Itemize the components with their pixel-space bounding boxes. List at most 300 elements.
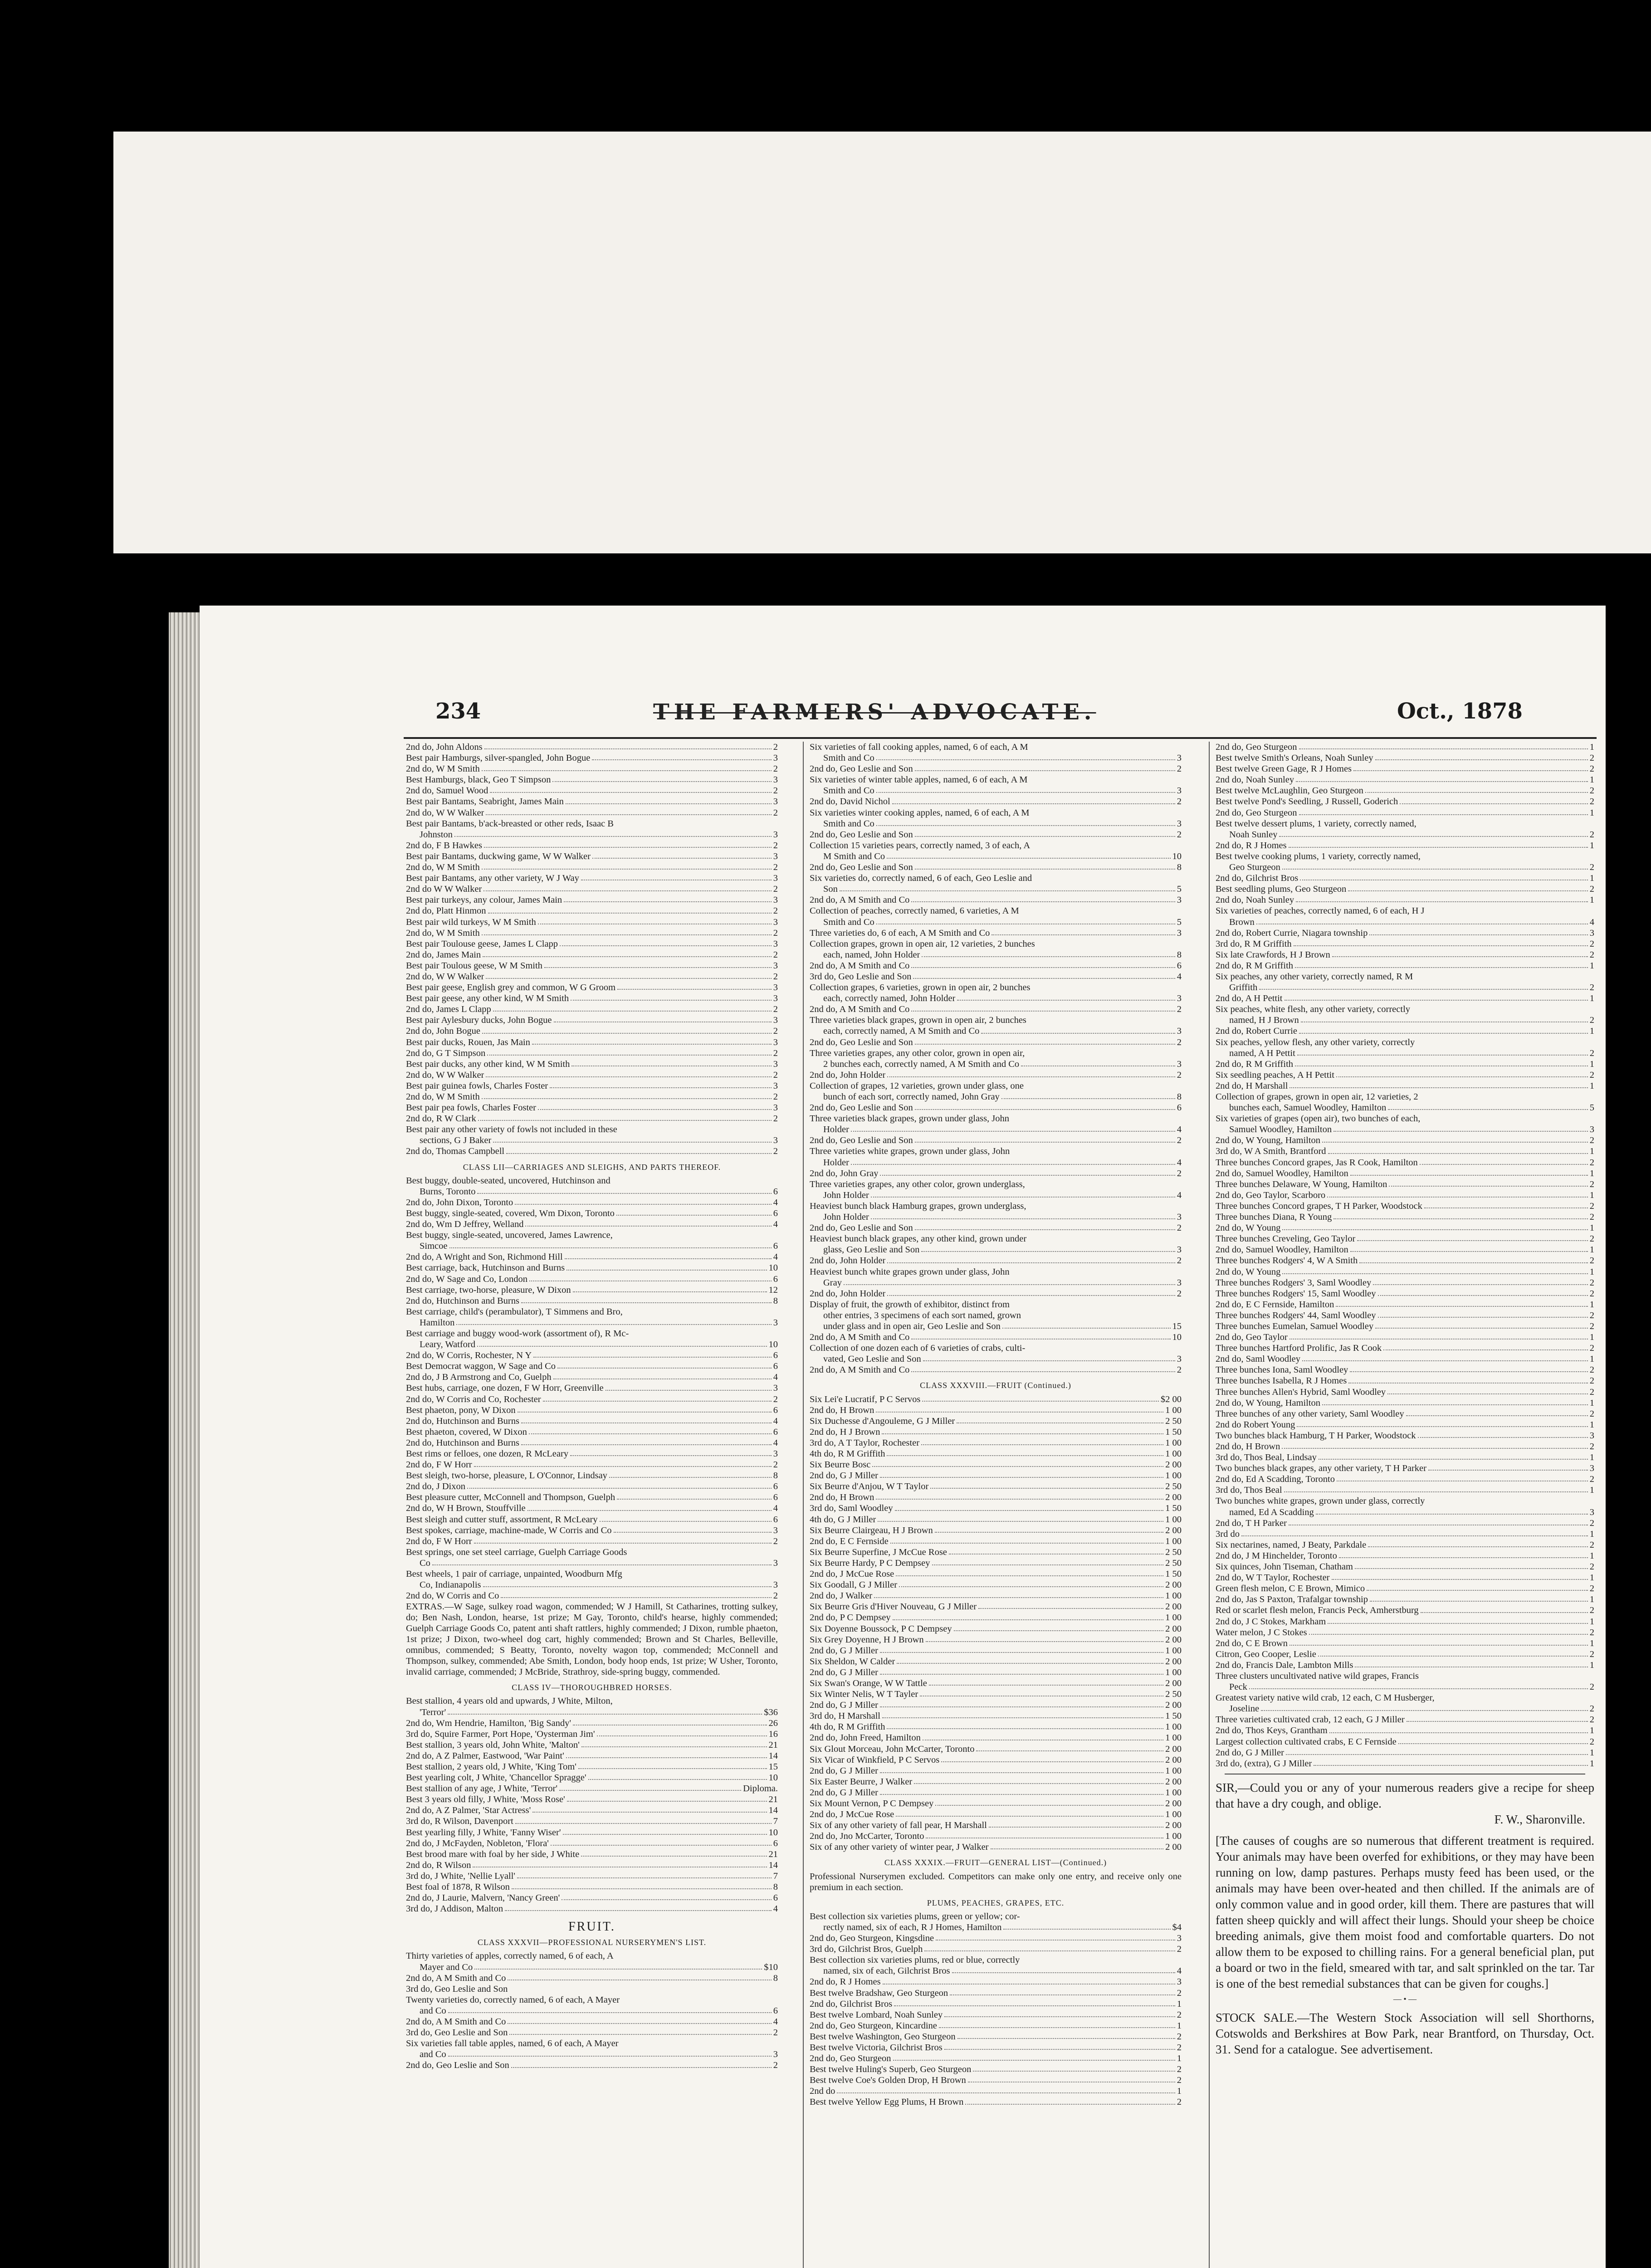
entry-text: Mayer and Co: [420, 1962, 473, 1972]
masthead-title: THE FARMERS' ADVOCATE.: [653, 699, 1096, 725]
entry-text: Joseline: [1229, 1704, 1260, 1714]
entry-text: Water melon, J C Stokes: [1216, 1627, 1307, 1637]
list-item: [406, 905, 778, 916]
prize-value: 2: [1589, 949, 1594, 960]
prize-value: 1: [1589, 1245, 1594, 1255]
list-item: [406, 1849, 778, 1860]
list-item: [1216, 1332, 1594, 1343]
dot-leader: [887, 1255, 1175, 1263]
prize-value: 2: [773, 2028, 778, 2038]
entry-text: Best carriage, back, Hutchinson and Burns: [406, 1263, 565, 1273]
entry-text: 2nd do, James L Clapp: [406, 1004, 491, 1015]
list-item: [1216, 1419, 1594, 1430]
prize-value: 5: [1589, 1103, 1594, 1113]
dot-leader: [897, 1656, 1163, 1664]
dot-leader: [592, 851, 772, 859]
prize-value: 2: [1589, 1201, 1594, 1211]
entry-text: 2nd do, Wm D Jeffrey, Welland: [406, 1219, 524, 1230]
dot-leader: [1297, 1048, 1588, 1056]
dot-leader: [1378, 1310, 1588, 1318]
dot-leader: [923, 1732, 1163, 1740]
list-item: [1216, 851, 1594, 862]
entry-text: 2nd do, F B Hawkes: [406, 840, 482, 850]
prize-value: 2: [773, 840, 778, 850]
entry-text: Six Easter Beurre, J Walker: [810, 1776, 913, 1787]
entry-text: 3rd do, A T Taylor, Rochester: [810, 1437, 920, 1448]
list-item: [810, 2031, 1182, 2042]
entry-text: 2nd do, R M Griffith: [1216, 960, 1294, 971]
prize-value: 1: [1589, 1080, 1594, 1091]
dot-leader: [563, 1827, 767, 1835]
entry-text: 2nd do, T H Parker: [1216, 1518, 1287, 1528]
dot-leader: [1282, 1266, 1588, 1274]
entry-text: Best hubs, carriage, one dozen, F W Horr, Greenville: [406, 1383, 604, 1393]
prize-value: 2 00: [1165, 1602, 1182, 1612]
dot-leader: [882, 1427, 1163, 1434]
list-item: [406, 1251, 778, 1262]
list-item: [406, 1372, 778, 1383]
dot-leader: [1336, 1299, 1588, 1307]
list-item: [406, 1984, 778, 1994]
prize-value: 10: [1172, 851, 1182, 861]
prize-value: 21: [768, 1740, 778, 1750]
entry-text: 3rd do, R M Griffith: [1216, 938, 1292, 949]
list-item: [406, 1950, 778, 1961]
prize-value: 14: [768, 1750, 778, 1761]
list-item: [1216, 796, 1594, 807]
list-item: [1216, 1572, 1594, 1583]
dot-leader: [557, 1361, 772, 1369]
list-item: [810, 1732, 1182, 1743]
entry-text: Thirty varieties of apples, correctly named, 6 of each, A: [406, 1951, 614, 1961]
dot-leader: [914, 1776, 1163, 1784]
entry-text: 2nd do, John Dixon, Toronto: [406, 1197, 513, 1207]
dot-leader: [939, 2020, 1175, 2028]
dot-leader: [981, 1026, 1175, 1033]
entry-text: Three varieties grapes, any other color, grown underglass,: [810, 1179, 1025, 1189]
prize-value: 1: [1589, 807, 1594, 818]
prize-value: 2 50: [1165, 1558, 1182, 1568]
entry-text: Best pair Hamburgs, silver-spangled, John Bogue: [406, 753, 591, 763]
entry-text: Best pair guinea fowls, Charles Foster: [406, 1080, 548, 1091]
dot-leader: [876, 753, 1175, 760]
entry-text: 2nd do, A H Pettit: [1216, 993, 1283, 1004]
dot-leader: [950, 1988, 1175, 1995]
list-item: [406, 1350, 778, 1361]
entry-text: 2nd do, H J Brown: [810, 1427, 880, 1437]
dot-leader: [874, 1590, 1163, 1598]
dot-leader: [1289, 840, 1588, 848]
prize-value: 1 50: [1165, 1503, 1182, 1514]
entry-text: 2nd do, J McFayden, Nobleton, 'Flora': [406, 1838, 549, 1848]
prize-value: 2: [1177, 1988, 1182, 1998]
prize-value: 1 00: [1165, 1722, 1182, 1732]
list-item: [810, 1503, 1182, 1514]
prize-value: 3: [773, 797, 778, 807]
prize-value: 1 00: [1165, 1809, 1182, 1820]
entry-text: Best twelve Coe's Golden Drop, H Brown: [810, 2075, 966, 2086]
dot-leader: [474, 1536, 772, 1544]
list-item: [810, 1656, 1182, 1667]
list-item: [1216, 1452, 1594, 1463]
entry-text: 3rd do, Geo Leslie and Son: [406, 1984, 508, 1994]
prize-value: 1 00: [1165, 1536, 1182, 1546]
entry-text: 2nd do, R J Homes: [810, 1977, 881, 1987]
list-item: [406, 1026, 778, 1036]
dot-leader: [1398, 1736, 1588, 1744]
entry-text: Three varieties do, 6 of each, A M Smith and Co: [810, 928, 990, 938]
dot-leader: [880, 1645, 1163, 1653]
prize-value: 2: [1589, 1387, 1594, 1397]
entry-text: 2nd do, Geo Leslie and Son: [810, 829, 913, 840]
prize-value: 3: [773, 829, 778, 840]
entry-text: 3rd do, Gilchrist Bros, Guelph: [810, 1944, 923, 1955]
list-item: [406, 1197, 778, 1208]
prize-value: 2: [773, 786, 778, 796]
prize-value: 2: [1177, 1168, 1182, 1178]
entry-text: 2nd do, Geo Sturgeon, Kingsdine: [810, 1933, 934, 1944]
entry-text: Three clusters uncultivated native wild grapes, Francis: [1216, 1671, 1419, 1681]
entry-text: 2nd do, Geo Leslie and Son: [810, 1103, 913, 1113]
list-item: [810, 960, 1182, 971]
list-item: [810, 1601, 1182, 1612]
dot-leader: [1355, 1660, 1588, 1667]
list-item: [810, 1310, 1182, 1321]
prize-value: 1: [1589, 1026, 1594, 1036]
entry-text: Smith and Co: [823, 917, 874, 927]
list-item: [406, 851, 778, 862]
prize-value: 2: [1177, 1256, 1182, 1266]
list-item: [810, 2020, 1182, 2031]
entry-text: Best pair Bantams, duckwing game, W W Walker: [406, 851, 591, 861]
list-item: [406, 2038, 778, 2049]
dot-leader: [1261, 1703, 1588, 1711]
prize-value: 8: [1177, 862, 1182, 873]
entry-text: vated, Geo Leslie and Son: [823, 1354, 921, 1364]
entry-text: 2nd do, Noah Sunley: [1216, 775, 1294, 785]
dot-leader: [1282, 1441, 1588, 1449]
entry-text: Collection 15 varieties pears, correctly named, 3 of each, A: [810, 840, 1031, 850]
prize-value: 6: [773, 1481, 778, 1492]
sheep-letter: SIR,—Could you or any of your numerous readers give a recipe for sheep that have a dry cough, and oblige.: [1216, 1780, 1594, 1810]
list-item: [406, 818, 778, 829]
entry-text: 2nd do, H Brown: [810, 1492, 874, 1503]
entry-text: Six Duchesse d'Angouleme, G J Miller: [810, 1416, 955, 1426]
entry-text: Co: [420, 1558, 430, 1568]
dot-leader: [511, 2060, 772, 2068]
entry-text: 2nd do, J McCue Rose: [810, 1809, 894, 1820]
entry-text: 2nd do, G T Simpson: [406, 1048, 486, 1058]
entry-text: 2nd do W W Walker: [406, 884, 482, 894]
list-item: [810, 1955, 1182, 1965]
entry-text: Brown: [1229, 917, 1255, 927]
dot-leader: [560, 938, 772, 946]
list-item: [406, 753, 778, 763]
list-item: [1216, 1168, 1594, 1179]
prize-value: 1 00: [1165, 1437, 1182, 1448]
prize-value: 2: [1177, 764, 1182, 774]
prize-value: 1 00: [1165, 1831, 1182, 1842]
list-item: [406, 1091, 778, 1102]
entry-text: Best spokes, carriage, machine-made, W Corris and Co: [406, 1525, 612, 1535]
entry-text: 2nd do, Hutchinson and Burns: [406, 1295, 519, 1306]
entry-text: Heaviest bunch white grapes grown under glass, John: [810, 1266, 1010, 1277]
dot-leader: [543, 1394, 772, 1402]
entry-text: under glass and in open air, Geo Leslie and Son: [823, 1321, 1001, 1331]
prize-value: 8: [773, 1295, 778, 1306]
list-item: [810, 1481, 1182, 1492]
prize-value: 2: [773, 906, 778, 916]
list-item: [1216, 862, 1594, 873]
list-item: [810, 2042, 1182, 2053]
entry-text: 2nd do, Thomas Campbell: [406, 1146, 505, 1157]
entry-text: 3rd do, Geo Leslie and Son: [810, 971, 912, 982]
list-item: [1216, 928, 1594, 938]
prize-value: 3: [1589, 1124, 1594, 1135]
list-item: [406, 971, 778, 982]
list-item: [406, 1696, 778, 1706]
dot-leader: [538, 917, 772, 924]
list-item: [1216, 1135, 1594, 1146]
list-item: [810, 1354, 1182, 1364]
prize-value: 6: [773, 1208, 778, 1218]
prize-value: 2 00: [1165, 1492, 1182, 1503]
entry-text: Best rims or felloes, one dozen, R McLeary: [406, 1449, 569, 1459]
dot-leader: [1301, 1015, 1588, 1022]
list-item: [810, 1944, 1182, 1955]
prize-value: 1: [1589, 1419, 1594, 1430]
list-item: [1216, 1507, 1594, 1518]
entry-text: each, correctly named, A M Smith and Co: [823, 1026, 980, 1036]
entry-text: Best collection six varieties plums, red or blue, correctly: [810, 1955, 1020, 1965]
list-item: [1216, 829, 1594, 840]
entry-text: Three varieties white grapes, grown under glass, John: [810, 1146, 1010, 1157]
prize-value: 2: [1589, 1474, 1594, 1485]
list-item: [406, 1361, 778, 1372]
dot-leader: [913, 971, 1175, 979]
list-item: [1216, 1310, 1594, 1321]
list-item: [810, 917, 1182, 928]
prize-value: 3: [773, 1317, 778, 1328]
list-item: [810, 1558, 1182, 1569]
prize-value: 3: [1177, 786, 1182, 796]
dot-leader: [1350, 1168, 1588, 1176]
entry-text: 3rd do, W A Smith, Brantford: [1216, 1146, 1326, 1157]
list-item: [810, 1179, 1182, 1190]
list-item: [406, 862, 778, 873]
prize-value: 2: [773, 1004, 778, 1015]
entry-text: 2nd do, Wm Hendrie, Hamilton, 'Big Sandy': [406, 1718, 572, 1728]
entry-text: 2nd do, Geo Sturgeon: [810, 2053, 891, 2064]
list-item: [406, 1328, 778, 1339]
list-item: [406, 1579, 778, 1590]
upper-page-strip: [113, 132, 1651, 553]
entry-text: Best carriage, child's (perambulator), T Simmens and Bro,: [406, 1306, 623, 1317]
prize-value: 8: [773, 1882, 778, 1892]
dot-leader: [887, 1448, 1163, 1456]
dot-leader: [1336, 1070, 1588, 1077]
dot-leader: [1256, 917, 1588, 924]
list-item: [810, 2097, 1182, 2107]
dot-leader: [483, 1579, 772, 1587]
entry-text: 2nd do, R W Clark: [406, 1114, 476, 1124]
list-item: [810, 1809, 1182, 1820]
list-item: [810, 1470, 1182, 1481]
list-item: [810, 938, 1182, 949]
prize-value: 3: [773, 1015, 778, 1026]
entry-text: Six varieties of fall cooking apples, named, 6 of each, A M: [810, 742, 1028, 752]
entry-text: 2nd do, Gilchrist Bros: [810, 1999, 893, 2009]
dot-leader: [872, 1459, 1163, 1467]
entry-text: 2nd do, A Z Palmer, 'Star Actress': [406, 1805, 531, 1816]
prize-value: 15: [768, 1761, 778, 1772]
list-item: [406, 1274, 778, 1285]
list-item: [810, 1321, 1182, 1332]
prize-value: 2: [1589, 982, 1594, 993]
list-item: [1216, 971, 1594, 982]
list-item: [1216, 1430, 1594, 1441]
entry-text: Peck: [1229, 1682, 1247, 1692]
dot-leader: [920, 1689, 1163, 1696]
list-item: [406, 1892, 778, 1903]
prize-value: 6: [773, 1514, 778, 1525]
dot-leader: [957, 2031, 1175, 2039]
fruit-heading: FRUIT.: [568, 1920, 615, 1934]
list-item: [406, 1772, 778, 1783]
prize-value: 4: [773, 1904, 778, 1914]
list-item: [1216, 1387, 1594, 1398]
dot-leader: [968, 2075, 1175, 2082]
dot-leader: [566, 796, 772, 804]
prize-value: 1: [1589, 1573, 1594, 1583]
list-item: [1216, 1233, 1594, 1244]
prize-value: 1: [1589, 1354, 1594, 1364]
prize-value: 1: [1589, 1398, 1594, 1408]
list-item: [810, 1514, 1182, 1525]
entry-text: Gray: [823, 1277, 842, 1288]
list-item: [1216, 873, 1594, 884]
entry-text: Best pair geese, any other kind, W M Smith: [406, 993, 569, 1004]
dot-leader: [570, 1448, 772, 1456]
list-item: [810, 1922, 1182, 1933]
list-item: [406, 1882, 778, 1892]
dot-leader: [1359, 1255, 1588, 1263]
prize-value: 2: [1177, 1037, 1182, 1047]
entry-text: 2nd do, G J Miller: [810, 1765, 878, 1776]
list-item: [1216, 840, 1594, 851]
list-item: [1216, 1540, 1594, 1550]
dot-leader: [562, 1892, 771, 1900]
entry-text: 2nd do, J C Stokes, Markham: [1216, 1616, 1326, 1627]
list-item: [1216, 1408, 1594, 1419]
list-item: [810, 1700, 1182, 1711]
list-item: [406, 1135, 778, 1146]
list-item: [406, 1761, 778, 1772]
column-2: [810, 742, 1182, 2268]
dot-leader: [573, 1285, 767, 1292]
dot-leader: [1241, 1529, 1588, 1536]
list-item: [1216, 1070, 1594, 1080]
list-item: [1216, 1375, 1594, 1386]
prize-value: 2 50: [1165, 1481, 1182, 1492]
prize-value: 2: [1177, 1070, 1182, 1080]
entry-text: 2nd do, C E Brown: [1216, 1638, 1288, 1648]
prize-value: 2: [773, 928, 778, 938]
list-item: [406, 1208, 778, 1219]
entry-text: Best pair turkeys, any colour, James Main: [406, 895, 562, 905]
list-item: [406, 742, 778, 753]
list-item: [810, 1579, 1182, 1590]
list-item: [406, 993, 778, 1004]
dot-leader: [554, 1015, 772, 1022]
prize-value: 3: [1177, 1026, 1182, 1036]
dot-leader: [880, 1765, 1163, 1773]
entry-text: 2nd do, J M Hinchelder, Toronto: [1216, 1550, 1337, 1561]
entry-text: Six Beurre d'Anjou, W T Taylor: [810, 1481, 929, 1492]
entry-text: 2nd do, G J Miller: [810, 1667, 878, 1677]
list-item: [1216, 1124, 1594, 1135]
entry-text: 2nd do, Jno McCarter, Toronto: [810, 1831, 924, 1842]
dot-leader: [508, 2016, 771, 2024]
entry-text: Collection of peaches, correctly named, 6 varieties, A M: [810, 906, 1019, 916]
entry-text: 2nd do, Robert Currie, Niagara township: [1216, 928, 1368, 938]
dot-leader: [1350, 1244, 1588, 1252]
dot-leader: [474, 1962, 762, 1970]
entry-text: Best pair pea fowls, Charles Foster: [406, 1103, 536, 1113]
prize-value: 5: [1177, 917, 1182, 927]
entry-text: 3rd do: [1216, 1529, 1240, 1539]
dot-leader: [478, 1113, 772, 1121]
prize-value: 2: [1589, 1179, 1594, 1189]
entry-text: bunches each, Samuel Woodley, Hamilton: [1229, 1103, 1387, 1113]
dot-leader: [915, 1037, 1175, 1045]
entry-text: Six Beurre Clairgeau, H J Brown: [810, 1525, 933, 1535]
prize-value: 1: [1589, 1059, 1594, 1069]
entry-text: Greatest variety native wild crab, 12 each, C M Husberger,: [1216, 1693, 1435, 1703]
list-item: [810, 873, 1182, 884]
pears-list: [810, 1394, 1182, 1853]
prize-value: 2: [1589, 1562, 1594, 1572]
dot-leader: [581, 1849, 767, 1857]
fruit-cont-heading: CLASS XXXVIII.—FRUIT (Continued.): [920, 1381, 1071, 1390]
dot-leader: [483, 949, 772, 957]
prize-value: 1 50: [1165, 1427, 1182, 1437]
entry-text: John Holder: [823, 1190, 869, 1200]
prize-value: 1 00: [1165, 1471, 1182, 1481]
prize-value: 2: [1589, 797, 1594, 807]
dot-leader: [581, 873, 772, 880]
prize-value: 1 00: [1165, 1733, 1182, 1743]
dot-leader: [486, 971, 771, 979]
entry-text: 3rd do, Thos Beal, Lindsay: [1216, 1452, 1317, 1463]
list-item: [406, 1048, 778, 1059]
dot-leader: [1418, 1430, 1588, 1438]
entry-text: rectly named, six of each, R J Homes, Hamilton: [823, 1922, 1002, 1932]
list-item: [406, 2027, 778, 2038]
list-item: [406, 884, 778, 894]
list-item: [406, 1718, 778, 1729]
entry-text: 2nd do, A M Smith and Co: [406, 1973, 506, 1983]
entry-text: Best sleigh and cutter stuff, assortment, R McLeary: [406, 1514, 598, 1525]
entry-text: Best yearling filly, J White, 'Fanny Wiser': [406, 1827, 561, 1838]
list-item: [810, 1233, 1182, 1244]
entry-text: Six Sheldon, W Calder: [810, 1656, 895, 1667]
dot-leader: [1428, 1463, 1588, 1471]
prize-value: 2 00: [1165, 1656, 1182, 1667]
entry-text: 2nd do, Hutchinson and Burns: [406, 1437, 519, 1448]
prize-value: 2: [773, 884, 778, 894]
entry-text: 2nd do, Ed A Scadding, Toronto: [1216, 1474, 1335, 1485]
